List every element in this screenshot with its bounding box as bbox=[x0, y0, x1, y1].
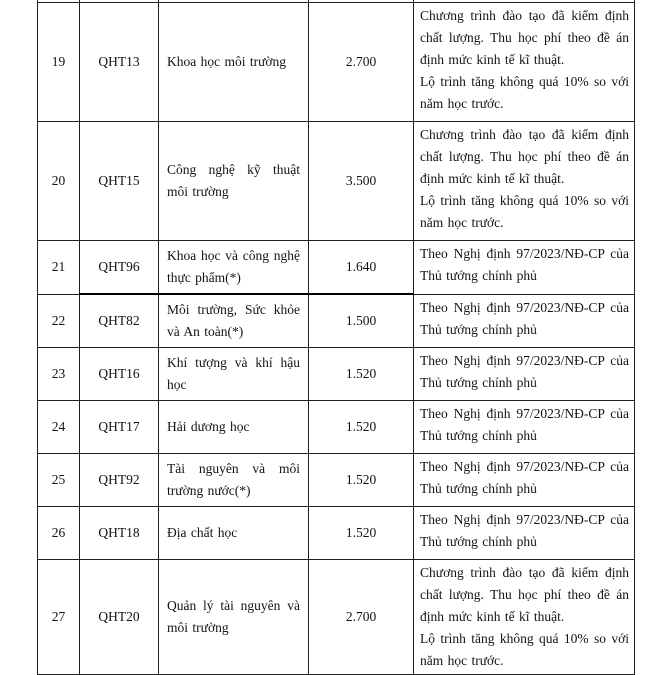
cell-program-name: Tài nguyên và môi trường nước(*) bbox=[159, 454, 309, 507]
cell-program-name: Khí tượng và khí hậu học bbox=[159, 348, 309, 401]
cell-note bbox=[414, 294, 635, 348]
cell-note bbox=[414, 401, 635, 454]
cell-program-code: QHT15 bbox=[80, 122, 159, 241]
cell-note bbox=[414, 560, 635, 675]
table-row bbox=[38, 401, 635, 454]
cell-program-code: QHT20 bbox=[80, 560, 159, 675]
cell-tuition-fee: 3.500 bbox=[309, 122, 414, 241]
table-row bbox=[38, 454, 635, 507]
cell-program-name: Khoa học và công nghệ thực phẩm(*) bbox=[159, 241, 309, 295]
table-row bbox=[38, 348, 635, 401]
table-row bbox=[38, 507, 635, 560]
note-paragraph: Chương trình đào tạo đã kiểm định chất lượng. Thu học phí theo đề án định mức kinh tế kĩ thuật. bbox=[420, 8, 629, 67]
table-row bbox=[38, 3, 635, 122]
cell-note bbox=[414, 241, 635, 295]
cell-program-code: QHT96 bbox=[80, 241, 159, 295]
cell-program-name: Hải dương học bbox=[159, 401, 309, 454]
cell-stt: 27 bbox=[38, 560, 80, 675]
cell-program-name: Địa chất học bbox=[159, 507, 309, 560]
cell-tuition-fee: 1.520 bbox=[309, 348, 414, 401]
table-row bbox=[38, 241, 635, 295]
note-paragraph: Chương trình đào tạo đã kiểm định chất lượng. Thu học phí theo đề án định mức kinh tế kĩ thuật. bbox=[420, 127, 629, 186]
cell-note bbox=[414, 454, 635, 507]
note-paragraph: Lộ trình tăng không quá 10% so với năm học trước. bbox=[420, 74, 629, 111]
cell-stt: 21 bbox=[38, 241, 80, 295]
cell-tuition-fee: 1.520 bbox=[309, 507, 414, 560]
cell-note bbox=[414, 348, 635, 401]
cell-program-code: QHT17 bbox=[80, 401, 159, 454]
cell-tuition-fee: 2.700 bbox=[309, 3, 414, 122]
table-row bbox=[38, 122, 635, 241]
cell-note bbox=[414, 507, 635, 560]
cell-program-name: Khoa học môi trường bbox=[159, 3, 309, 122]
cell-stt: 23 bbox=[38, 348, 80, 401]
cell-stt: 25 bbox=[38, 454, 80, 507]
cell-tuition-fee: 1.500 bbox=[309, 294, 414, 348]
note-paragraph: Theo Nghị định 97/2023/NĐ-CP của Thủ tướng chính phủ bbox=[420, 406, 629, 443]
note-paragraph: Theo Nghị định 97/2023/NĐ-CP của Thủ tướng chính phủ bbox=[420, 246, 629, 283]
cell-program-code: QHT16 bbox=[80, 348, 159, 401]
cell-stt: 24 bbox=[38, 401, 80, 454]
cell-stt: 20 bbox=[38, 122, 80, 241]
table-row bbox=[38, 294, 635, 348]
cell-program-code: QHT13 bbox=[80, 3, 159, 122]
note-paragraph: Lộ trình tăng không quá 10% so với năm học trước. bbox=[420, 193, 629, 230]
note-paragraph: Chương trình đào tạo đã kiểm định chất lượng. Thu học phí theo đề án định mức kinh tế kĩ thuật. bbox=[420, 565, 629, 624]
tuition-table bbox=[37, 0, 635, 675]
cell-program-code: QHT82 bbox=[80, 294, 159, 348]
cell-stt: 19 bbox=[38, 3, 80, 122]
cell-program-name: Môi trường, Sức khỏe và An toàn(*) bbox=[159, 294, 309, 348]
cell-tuition-fee: 1.640 bbox=[309, 241, 414, 295]
cell-program-code: QHT18 bbox=[80, 507, 159, 560]
tuition-table-body bbox=[38, 0, 635, 675]
cell-stt: 22 bbox=[38, 294, 80, 348]
cell-note bbox=[414, 3, 635, 122]
cell-tuition-fee: 1.520 bbox=[309, 454, 414, 507]
cell-program-name: Quản lý tài nguyên và môi trường bbox=[159, 560, 309, 675]
cell-stt: 26 bbox=[38, 507, 80, 560]
note-paragraph: Theo Nghị định 97/2023/NĐ-CP của Thủ tướng chính phủ bbox=[420, 353, 629, 390]
cell-tuition-fee: 2.700 bbox=[309, 560, 414, 675]
note-paragraph: Lộ trình tăng không quá 10% so với năm học trước. bbox=[420, 631, 629, 668]
note-paragraph: Theo Nghị định 97/2023/NĐ-CP của Thủ tướng chính phủ bbox=[420, 299, 629, 337]
cell-note bbox=[414, 122, 635, 241]
cell-program-name: Công nghệ kỹ thuật môi trường bbox=[159, 122, 309, 241]
note-paragraph: Theo Nghị định 97/2023/NĐ-CP của Thủ tướng chính phủ bbox=[420, 459, 629, 496]
note-paragraph: Theo Nghị định 97/2023/NĐ-CP của Thủ tướng chính phủ bbox=[420, 512, 629, 549]
table-row bbox=[38, 560, 635, 675]
cell-tuition-fee: 1.520 bbox=[309, 401, 414, 454]
cell-program-code: QHT92 bbox=[80, 454, 159, 507]
